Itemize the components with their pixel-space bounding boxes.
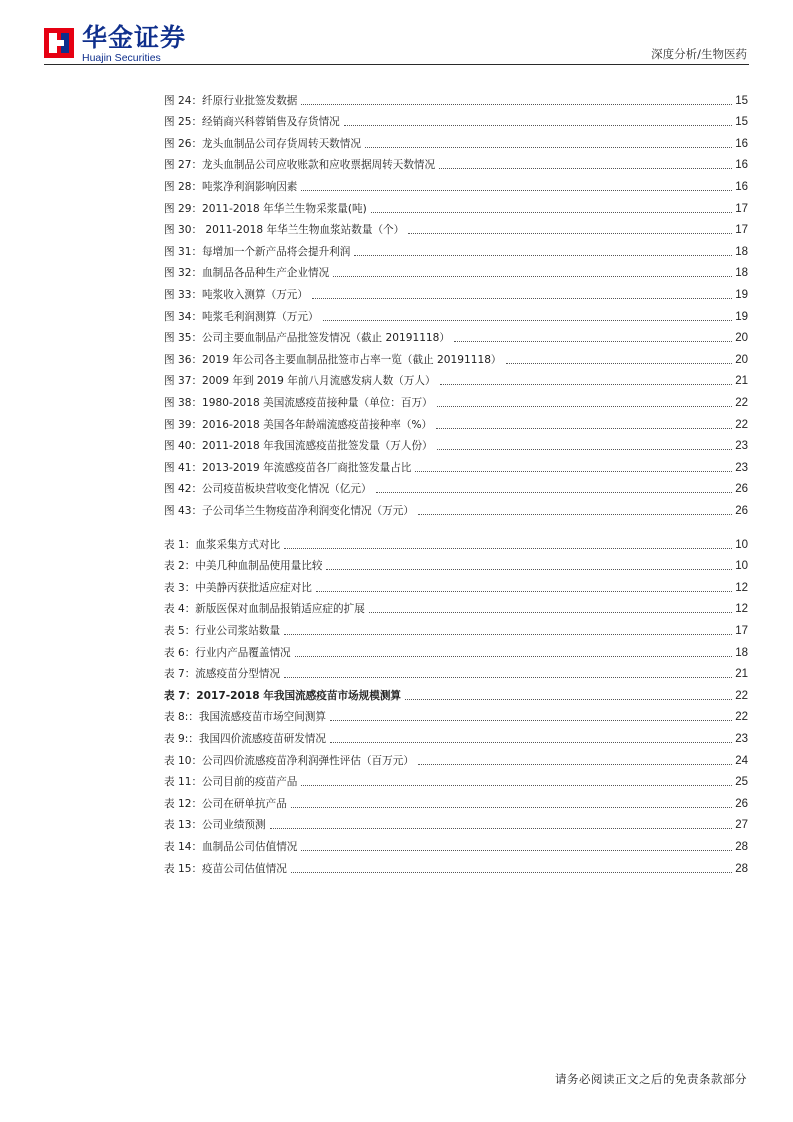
figure-entry-label[interactable]: 图 27：龙头血制品公司应收账款和应收票据周转天数情况 (164, 159, 436, 172)
dot-leader (454, 341, 732, 342)
figure-entry[interactable] (164, 108, 748, 130)
dot-leader (354, 255, 732, 256)
table-entry[interactable] (164, 703, 748, 725)
table-entry-label[interactable]: 表 3：中美静丙获批适应症对比 (164, 581, 312, 594)
dot-leader (405, 699, 732, 700)
dot-leader (506, 363, 733, 364)
report-category: 深度分析/生物医药 (651, 47, 747, 61)
table-entry-label[interactable]: 表 12：公司在研单抗产品 (164, 797, 287, 810)
figure-entry[interactable] (164, 302, 748, 324)
table-list (164, 530, 748, 876)
figure-entry-label[interactable]: 图 37：2009 年到 2019 年前八月流感发病人数（万人） (164, 375, 436, 388)
dot-leader (408, 233, 732, 234)
table-entry-label[interactable]: 表 11：公司目前的疫苗产品 (164, 776, 298, 789)
figure-entry[interactable] (164, 367, 748, 389)
dot-leader (326, 569, 732, 570)
figure-entry-label[interactable]: 图 24：纤原行业批签发数据 (164, 94, 298, 107)
figure-entry-page-number[interactable]: 19 (735, 288, 748, 301)
table-entry-label[interactable]: 表 5：行业公司浆站数量 (164, 624, 281, 637)
figure-list (164, 86, 748, 518)
figure-entry-label[interactable]: 图 42：公司疫苗板块营收变化情况（亿元） (164, 483, 372, 496)
dot-leader (323, 320, 733, 321)
figure-entry-label[interactable]: 图 33：吨浆收入测算（万元） (164, 288, 308, 301)
dot-leader (418, 764, 732, 765)
dot-leader (436, 428, 732, 429)
table-entry[interactable] (164, 638, 748, 660)
table-entry[interactable] (164, 789, 748, 811)
table-entry-label[interactable]: 表 7：流感疫苗分型情况 (164, 668, 281, 681)
disclaimer-footer: 请务必阅读正文之后的免责条款部分 (555, 1072, 747, 1086)
dot-leader (330, 720, 732, 721)
table-entry-label[interactable]: 表 1：血浆采集方式对比 (164, 538, 281, 551)
figure-entry-page-number[interactable]: 16 (735, 180, 748, 193)
figure-entry[interactable] (164, 388, 748, 410)
dot-leader (284, 634, 732, 635)
table-entry-page-number[interactable]: 10 (735, 560, 748, 573)
table-entry-page-number[interactable]: 23 (735, 732, 748, 745)
dot-leader (301, 850, 732, 851)
dot-leader (415, 471, 732, 472)
table-entry-label[interactable]: 表 6：行业内产品覆盖情况 (164, 646, 291, 659)
table-entry-label[interactable]: 表 13：公司业绩预测 (164, 819, 266, 832)
figure-entry-label[interactable]: 图 30： 2011-2018 年华兰生物血浆站数量（个） (164, 224, 405, 237)
brand-name-en: Huajin Securities (82, 52, 161, 64)
figure-entry[interactable] (164, 345, 748, 367)
figure-entry-page-number[interactable]: 26 (735, 483, 748, 496)
dot-leader (418, 514, 732, 515)
figure-entry-page-number[interactable]: 17 (735, 224, 748, 237)
table-entry-page-number[interactable]: 22 (735, 711, 748, 724)
dot-leader (295, 656, 733, 657)
dot-leader (330, 742, 732, 743)
table-entry-page-number[interactable]: 10 (735, 538, 748, 551)
table-entry-page-number[interactable]: 27 (735, 819, 748, 832)
table-entry[interactable] (164, 552, 748, 574)
dot-leader (284, 677, 732, 678)
table-entry-page-number[interactable]: 25 (735, 776, 748, 789)
dot-leader (440, 384, 733, 385)
dot-leader (333, 276, 732, 277)
dot-leader (291, 807, 732, 808)
dot-leader (284, 548, 732, 549)
table-entry-label[interactable]: 表 8:：我国流感疫苗市场空间测算 (164, 711, 326, 724)
figure-entry-page-number[interactable]: 23 (735, 461, 748, 474)
dot-leader (369, 612, 732, 613)
huajin-logo-icon (44, 28, 74, 58)
figure-entry[interactable] (164, 475, 748, 497)
table-entry-page-number[interactable]: 28 (735, 862, 748, 875)
table-entry-page-number[interactable]: 12 (735, 581, 748, 594)
table-entry-page-number[interactable]: 21 (735, 668, 748, 681)
table-entry-page-number[interactable]: 17 (735, 624, 748, 637)
table-entry-label[interactable]: 表 9:：我国四价流感疫苗研发情况 (164, 732, 326, 745)
figure-entry[interactable] (164, 453, 748, 475)
dot-leader (376, 492, 733, 493)
table-entry[interactable] (164, 768, 748, 790)
figure-entry-page-number[interactable]: 15 (735, 94, 748, 107)
table-entry[interactable] (164, 530, 748, 552)
table-entry[interactable] (164, 811, 748, 833)
figure-entry-page-number[interactable]: 16 (735, 137, 748, 150)
figure-entry-page-number[interactable]: 16 (735, 159, 748, 172)
table-entry-page-number[interactable]: 26 (735, 797, 748, 810)
table-entry[interactable] (164, 854, 748, 876)
table-entry-label[interactable]: 表 15：疫苗公司估值情况 (164, 862, 287, 875)
dot-leader (371, 212, 732, 213)
dot-leader (270, 828, 733, 829)
table-entry[interactable] (164, 832, 748, 854)
table-entry[interactable] (164, 595, 748, 617)
dot-leader (439, 168, 732, 169)
figure-entry[interactable] (164, 172, 748, 194)
figure-entry[interactable] (164, 194, 748, 216)
figure-entry-page-number[interactable]: 20 (735, 353, 748, 366)
figure-entry-label[interactable]: 图 40：2011-2018 年我国流感疫苗批签发量（万人份） (164, 440, 433, 453)
brand-name-cn: 华金证券 (82, 23, 187, 52)
figure-entry-label[interactable]: 图 34：吨浆毛利润测算（万元） (164, 310, 319, 323)
figure-entry-page-number[interactable]: 15 (735, 116, 748, 129)
figure-entry[interactable] (164, 280, 748, 302)
figure-entry-page-number[interactable]: 18 (735, 245, 748, 258)
table-entry-page-number[interactable]: 24 (735, 754, 748, 767)
table-entry[interactable] (164, 660, 748, 682)
figure-entry-label[interactable]: 图 35：公司主要血制品产品批签发情况（截止 20191118） (164, 332, 451, 345)
table-entry[interactable] (164, 746, 748, 768)
dot-leader (291, 872, 732, 873)
figure-entry-page-number[interactable]: 22 (735, 418, 748, 431)
figure-entry-label[interactable]: 图 43：子公司华兰生物疫苗净利润变化情况（万元） (164, 504, 414, 517)
table-entry[interactable] (164, 724, 748, 746)
figure-entry-label[interactable]: 图 36：2019 年公司各主要血制品批签市占率一览（截止 20191118） (164, 353, 502, 366)
table-entry[interactable] (164, 681, 748, 703)
table-entry-label[interactable]: 表 7：2017-2018 年我国流感疫苗市场规模测算 (164, 689, 402, 702)
figure-entry-label[interactable]: 图 29：2011-2018 年华兰生物采浆量(吨) (164, 202, 367, 215)
figure-entry-page-number[interactable]: 23 (735, 440, 748, 453)
figure-entry[interactable] (164, 259, 748, 281)
figure-entry-label[interactable]: 图 26：龙头血制品公司存货周转天数情况 (164, 137, 361, 150)
figure-entry[interactable] (164, 237, 748, 259)
figure-entry-label[interactable]: 图 25：经销商兴科蓉销售及存货情况 (164, 116, 340, 129)
dot-leader (312, 298, 732, 299)
dot-leader (437, 406, 733, 407)
figure-entry[interactable] (164, 410, 748, 432)
figure-entry[interactable] (164, 151, 748, 173)
figure-entry[interactable] (164, 432, 748, 454)
figure-entry-page-number[interactable]: 17 (735, 202, 748, 215)
figure-entry[interactable] (164, 86, 748, 108)
table-entry-label[interactable]: 表 10：公司四价流感疫苗净利润弹性评估（百万元） (164, 754, 414, 767)
figure-entry-page-number[interactable]: 20 (735, 332, 748, 345)
table-entry[interactable] (164, 573, 748, 595)
table-entry[interactable] (164, 616, 748, 638)
figure-entry-page-number[interactable]: 19 (735, 310, 748, 323)
dot-leader (301, 190, 732, 191)
table-entry-label[interactable]: 表 14：血制品公司估值情况 (164, 840, 298, 853)
table-entry-page-number[interactable]: 18 (735, 646, 748, 659)
dot-leader (437, 449, 733, 450)
figure-entry-label[interactable]: 图 41：2013-2019 年流感疫苗各厂商批签发量占比 (164, 461, 412, 474)
dot-leader (365, 147, 732, 148)
header-divider (44, 64, 749, 65)
figure-entry-label[interactable]: 图 31：每增加一个新产品将会提升利润 (164, 245, 351, 258)
figure-entry[interactable] (164, 496, 748, 518)
figure-entry-label[interactable]: 图 38：1980-2018 美国流感疫苗接种量（单位：百万） (164, 396, 433, 409)
table-entry-label[interactable]: 表 4：新版医保对血制品报销适应症的扩展 (164, 603, 365, 616)
dot-leader (301, 104, 732, 105)
dot-leader (301, 785, 732, 786)
table-entry-page-number[interactable]: 22 (735, 689, 748, 702)
figure-entry[interactable] (164, 129, 748, 151)
figure-entry-page-number[interactable]: 26 (735, 504, 748, 517)
figure-entry[interactable] (164, 324, 748, 346)
figure-entry-label[interactable]: 图 28：吨浆净利润影响因素 (164, 180, 298, 193)
figure-entry-label[interactable]: 图 32：血制品各品种生产企业情况 (164, 267, 330, 280)
dot-leader (344, 125, 732, 126)
figure-entry-page-number[interactable]: 21 (735, 375, 748, 388)
table-entry-label[interactable]: 表 2：中美几种血制品使用量比较 (164, 560, 323, 573)
figure-entry-page-number[interactable]: 22 (735, 396, 748, 409)
dot-leader (316, 591, 732, 592)
figure-entry[interactable] (164, 216, 748, 238)
figure-entry-page-number[interactable]: 18 (735, 267, 748, 280)
table-entry-page-number[interactable]: 28 (735, 840, 748, 853)
table-entry-page-number[interactable]: 12 (735, 603, 748, 616)
figure-entry-label[interactable]: 图 39：2016-2018 美国各年龄端流感疫苗接种率（%） (164, 418, 433, 431)
